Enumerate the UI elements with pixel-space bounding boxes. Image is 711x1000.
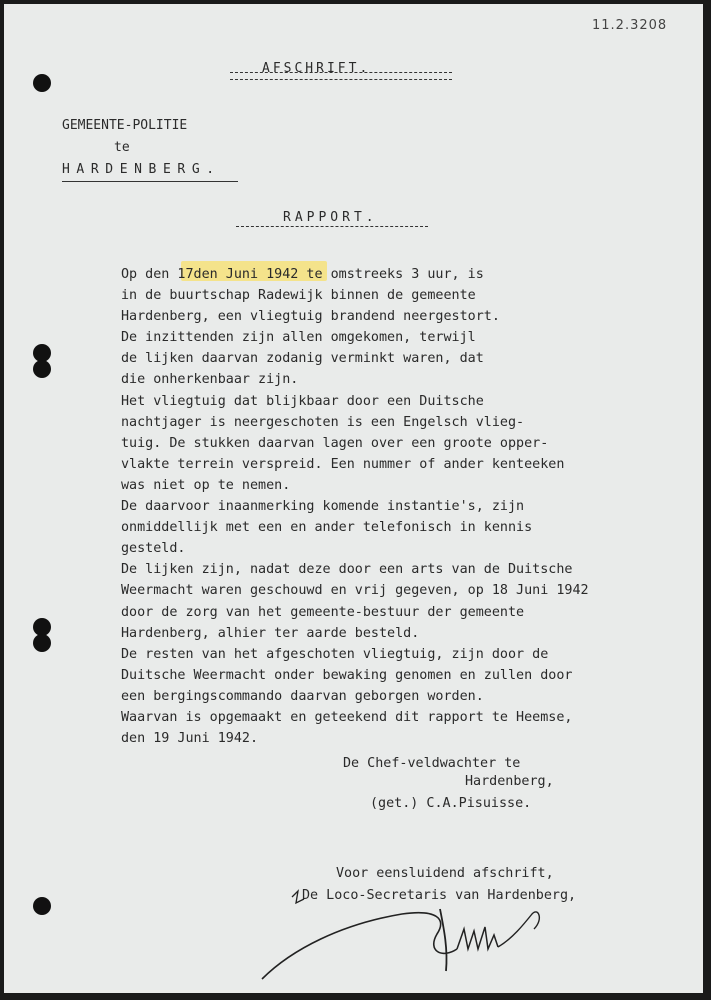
signature-place: Hardenberg, [465, 774, 554, 789]
body-line: Op den 17den Juni 1942 te omstreeks 3 uur, is [121, 267, 484, 282]
signature-title: De Chef-veldwachter te [343, 756, 521, 771]
certification-signer: De Loco-Secretaris van Hardenberg, [302, 888, 577, 903]
body-line: die onherkenbaar zijn. [121, 372, 299, 388]
body-line: was niet op te nemen. [121, 477, 291, 493]
document-page [4, 4, 703, 993]
body-line: tuig. De stukken daarvan lagen over een groote opper- [121, 435, 549, 451]
report-body [121, 264, 589, 749]
body-line: Weermacht waren geschouwd en vrij gegeven, op 18 Juni 1942 [121, 583, 589, 599]
body-line: Hardenberg, alhier ter aarde besteld. [121, 625, 420, 641]
punch-hole [33, 74, 51, 92]
body-line: door de zorg van het gemeente-bestuur der gemeente [121, 604, 525, 620]
body-line: onmiddellijk met een en ander telefonisch in kennis [121, 520, 533, 536]
body-line: Hardenberg, een vliegtuig brandend neergestort. [121, 309, 500, 325]
punch-hole [33, 634, 51, 652]
body-line: den 19 Juni 1942. [121, 731, 259, 747]
body-line: vlakte terrein verspreid. Een nummer of ander kenteeken [121, 456, 565, 472]
body-line: een bergingscommando daarvan geborgen worden. [121, 688, 484, 704]
org-place: HARDENBERG. [62, 162, 221, 177]
title-double-underline [230, 72, 452, 80]
body-line: Duitsche Weermacht onder bewaking genomen en zullen door [121, 667, 573, 683]
signature-name: (get.) C.A.Pisuisse. [370, 796, 532, 811]
body-line: De resten van het afgeschoten vliegtuig, zijn door de [121, 646, 549, 662]
archive-number: 11.2.3208 [592, 18, 668, 33]
document-title: AFSCHRIFT. [262, 61, 371, 76]
body-line: in de buurtschap Radewijk binnen de gemeente [121, 288, 476, 304]
body-line: Het vliegtuig dat blijkbaar door een Duitsche [121, 393, 484, 409]
report-title-underline [236, 226, 428, 227]
org-name: GEMEENTE-POLITIE [62, 118, 188, 133]
punch-hole [33, 897, 51, 915]
org-underline [62, 181, 238, 182]
body-line: Waarvan is opgemaakt en geteekend dit rapport te Heemse, [121, 709, 573, 725]
body-line: nachtjager is neergeschoten is een Engelsch vlieg- [121, 414, 525, 430]
org-te: te [114, 140, 130, 155]
body-line: De daarvoor inaanmerking komende instantie's, zijn [121, 499, 525, 515]
punch-hole [33, 360, 51, 378]
body-line: de lijken daarvan zodanig verminkt waren, dat [121, 351, 484, 367]
handwritten-signature [252, 879, 582, 989]
body-line: De lijken zijn, nadat deze door een arts van de Duitsche [121, 562, 573, 578]
body-line: gesteld. [121, 541, 186, 557]
certification-line: Voor eensluidend afschrift, [336, 866, 554, 881]
report-title: RAPPORT. [283, 210, 378, 225]
body-line: De inzittenden zijn allen omgekomen, terwijl [121, 330, 476, 346]
